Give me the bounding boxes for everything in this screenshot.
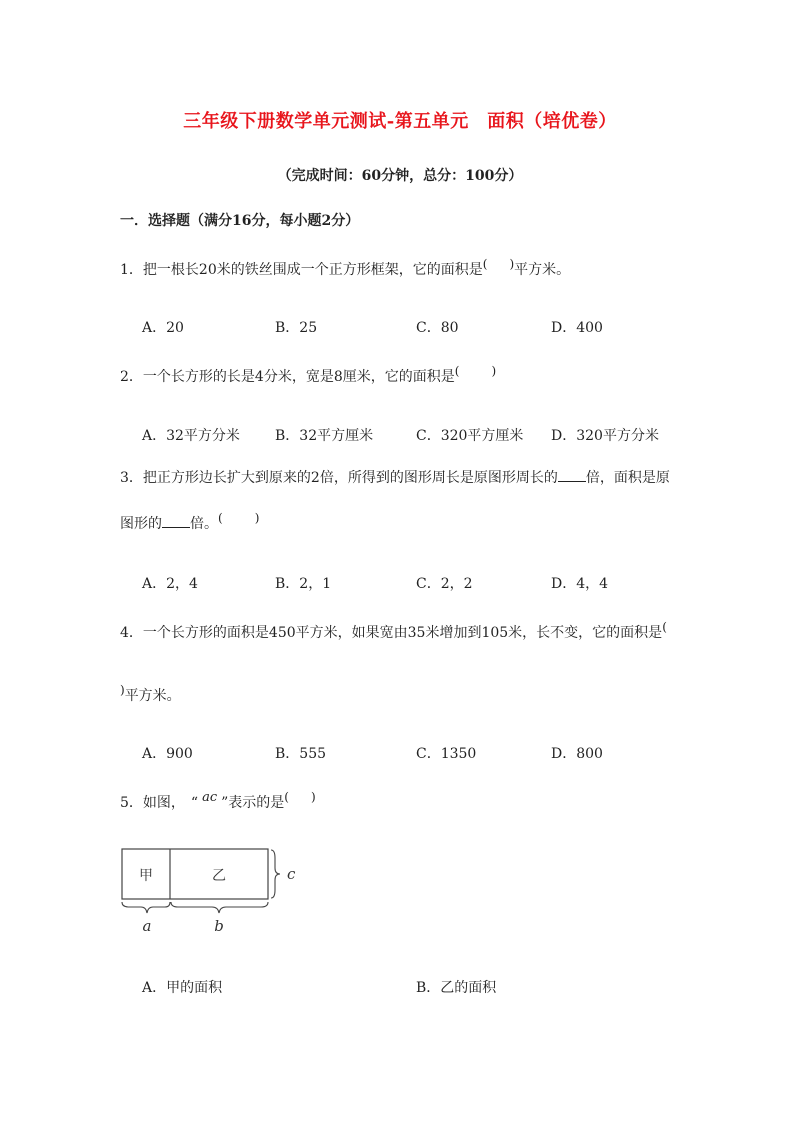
- variable-ac: ac: [202, 790, 218, 805]
- q2-option-a[interactable]: A．32平方分米: [142, 428, 240, 444]
- question-text: 图形的: [120, 516, 162, 532]
- brace-c: [271, 850, 280, 898]
- q2-option-d[interactable]: D．320平方分米: [551, 428, 659, 444]
- question-text: 把正方形边长扩大到原来的2倍，所得到的图形周长是原图形周长的: [142, 470, 558, 486]
- question-text: 一个长方形的面积是450平方米，如果宽由35米增加到105米，长不变，它的面积是: [142, 625, 663, 641]
- section-heading: 一．选择题（满分16分，每小题2分）: [120, 213, 360, 229]
- answer-paren-left: (: [662, 620, 667, 634]
- q3-option-a[interactable]: A．2，4: [142, 576, 198, 592]
- q4-option-c[interactable]: C．1350: [416, 746, 477, 762]
- question-1: [120, 257, 570, 279]
- q5-option-b[interactable]: B．乙的面积: [416, 980, 497, 996]
- q5-option-a[interactable]: A．甲的面积: [142, 980, 223, 996]
- question-text: 倍，面积是原: [585, 470, 670, 486]
- question-5: [120, 790, 316, 812]
- brace-a: [122, 902, 170, 913]
- question-number: 5．: [120, 795, 143, 811]
- q1-option-d[interactable]: D．400: [551, 320, 603, 336]
- question-4-line-1: [120, 620, 667, 642]
- figure-box-jia: 甲: [139, 868, 153, 884]
- question-text: 一个长方形的长是4分米，宽是8厘米，它的面积是: [142, 369, 455, 385]
- q4-option-a[interactable]: A．900: [142, 746, 193, 762]
- answer-paren-right: ): [254, 511, 260, 525]
- q2-option-c[interactable]: C．320平方厘米: [416, 428, 524, 444]
- question-2: [120, 364, 496, 386]
- q3-option-d[interactable]: D．4，4: [551, 576, 609, 592]
- quote-mark: “: [190, 795, 199, 811]
- question-text: 倍。: [190, 516, 218, 532]
- answer-blank[interactable]: [162, 517, 190, 528]
- rectangle-figure: [115, 840, 305, 940]
- question-text-end: 平方米。: [514, 262, 571, 278]
- page-subtitle: （完成时间：60分钟，总分：100分）: [277, 168, 523, 184]
- answer-paren-right: ): [491, 364, 497, 378]
- answer-paren-left: (: [482, 257, 488, 271]
- question-3-line-1: [120, 467, 670, 487]
- q3-option-b[interactable]: B．2，1: [275, 576, 332, 592]
- page-title: 三年级下册数学单元测试-第五单元 面积（培优卷）: [183, 111, 617, 132]
- q3-option-c[interactable]: C．2，2: [416, 576, 473, 592]
- question-number: 2．: [120, 369, 143, 385]
- q1-option-c[interactable]: C．80: [416, 320, 459, 336]
- answer-blank[interactable]: [558, 471, 586, 482]
- question-text: 表示的是: [228, 795, 285, 811]
- q1-option-b[interactable]: B．25: [275, 320, 318, 336]
- question-number: 1．: [120, 262, 143, 278]
- question-number: 3．: [120, 470, 143, 486]
- quote-mark: ”: [221, 795, 229, 811]
- q4-option-b[interactable]: B．555: [275, 746, 327, 762]
- question-text: 把一根长20米的铁丝围成一个正方形框架，它的面积是: [142, 262, 483, 278]
- label-c: c: [287, 865, 296, 883]
- q4-option-d[interactable]: D．800: [551, 746, 603, 762]
- label-a: a: [142, 917, 152, 935]
- answer-paren-right: ): [509, 257, 515, 271]
- q2-option-b[interactable]: B．32平方厘米: [275, 428, 374, 444]
- figure-box-yi: 乙: [212, 868, 226, 884]
- answer-paren-right: ): [120, 683, 125, 697]
- answer-paren-left: (: [284, 790, 289, 804]
- answer-paren-right: ): [310, 790, 316, 804]
- question-number: 4．: [120, 625, 143, 641]
- question-text: 平方米。: [124, 688, 181, 704]
- q1-option-a[interactable]: A．20: [142, 320, 184, 336]
- answer-paren-left: (: [454, 364, 460, 378]
- question-3-line-2: [120, 511, 259, 533]
- brace-b: [171, 902, 268, 913]
- label-b: b: [214, 917, 224, 935]
- question-text: 如图，: [142, 795, 185, 811]
- question-4-line-2: [120, 683, 181, 705]
- answer-paren-left: (: [218, 511, 223, 525]
